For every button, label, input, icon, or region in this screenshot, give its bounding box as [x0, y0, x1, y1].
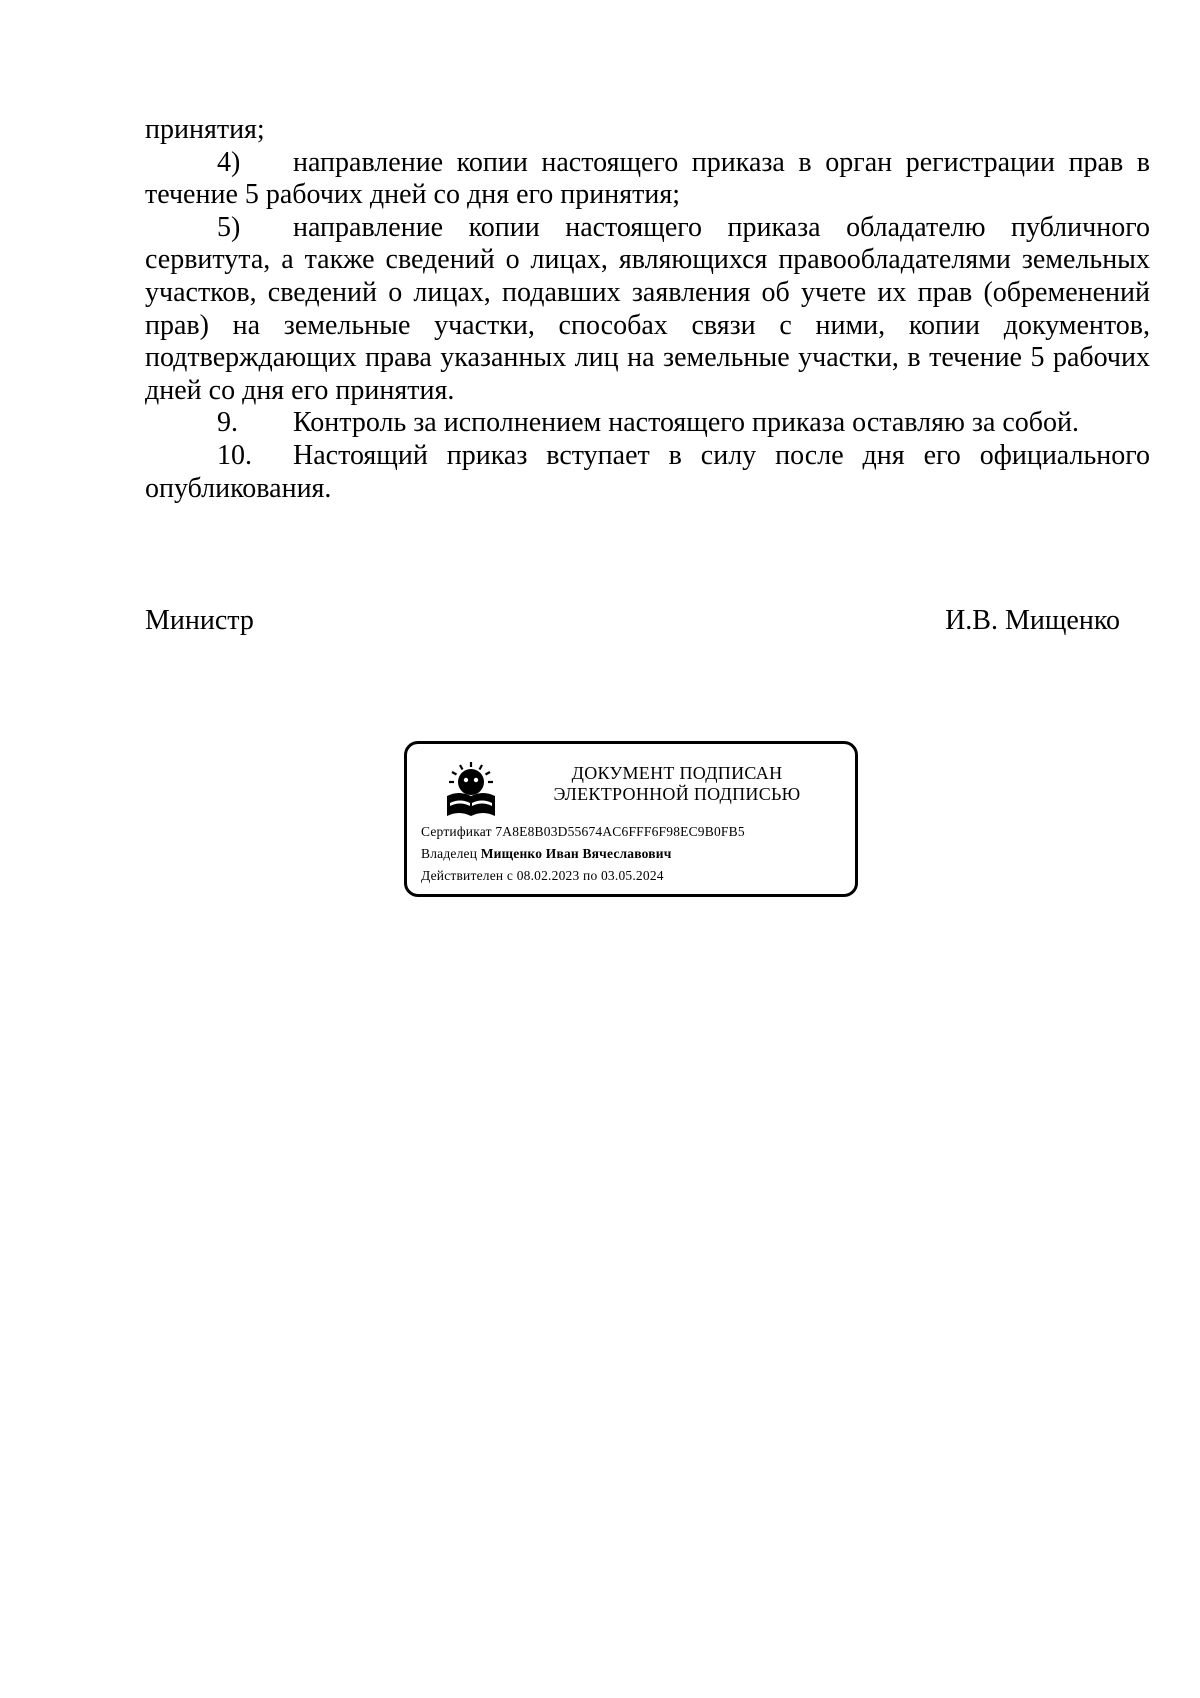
paragraph-item-10 — [145, 440, 1150, 505]
owner-value: Мищенко Иван Вячеславович — [480, 846, 672, 861]
paragraph-number: 4) — [217, 146, 241, 178]
signature-title: Министр — [145, 605, 254, 636]
certificate-value: 7A8E8B03D55674AC6FFF6F98EC9B0FB5 — [495, 824, 745, 839]
paragraph-text: принятия; — [145, 114, 265, 145]
signature-name: И.В. Мищенко — [945, 605, 1120, 636]
stamp-heading-line-1: ДОКУМЕНТ ПОДПИСАН — [571, 763, 783, 783]
emblem-icon — [443, 760, 499, 818]
stamp-heading-line-2: ЭЛЕКТРОННОЙ ПОДПИСЬЮ — [553, 784, 801, 804]
stamp-owner — [421, 846, 672, 862]
valid-label: Действителен — [421, 868, 504, 883]
certificate-label: Сертификат — [421, 824, 492, 839]
valid-to-date: 03.05.2024 — [600, 868, 664, 883]
paragraph-text: направление копии настоящего приказа обладателю публичного сервитута, а также сведений о лицах, являющихся правообладателями земельных участков, сведений о лицах, подавших заявления об учете их прав (обременений прав) на земельные участки, способах связи с ними, копии документов, подтверждающих права указанных лиц на земельные участки, в течение 5 рабочих дней со дня его принятия. — [145, 211, 1150, 406]
electronic-signature-stamp — [404, 741, 858, 897]
paragraph-text: Контроль за исполнением настоящего приказа оставляю за собой. — [293, 407, 1080, 439]
valid-from-date: 08.02.2023 — [516, 868, 580, 883]
valid-from-word: с — [506, 868, 514, 883]
paragraph-item-9 — [145, 407, 1150, 440]
stamp-validity — [421, 868, 664, 884]
owner-label: Владелец — [421, 846, 478, 861]
stamp-certificate — [421, 824, 745, 840]
paragraph-text: направление копии настоящего приказа в орган регистрации прав в течение 5 рабочих дней со дня его принятия; — [145, 146, 1150, 211]
paragraph-item-4 — [145, 147, 1150, 212]
stamp-heading — [517, 763, 837, 805]
paragraph-item-5 — [145, 212, 1150, 408]
document-body — [145, 114, 1150, 505]
paragraph-number: 5) — [217, 211, 241, 243]
paragraph-number: 9. — [217, 407, 238, 439]
valid-to-word: по — [583, 868, 598, 883]
paragraph-text: Настоящий приказ вступает в силу после дня его официального опубликования. — [145, 439, 1150, 504]
paragraph-number: 10. — [217, 439, 252, 471]
paragraph-continuation — [145, 114, 1150, 147]
